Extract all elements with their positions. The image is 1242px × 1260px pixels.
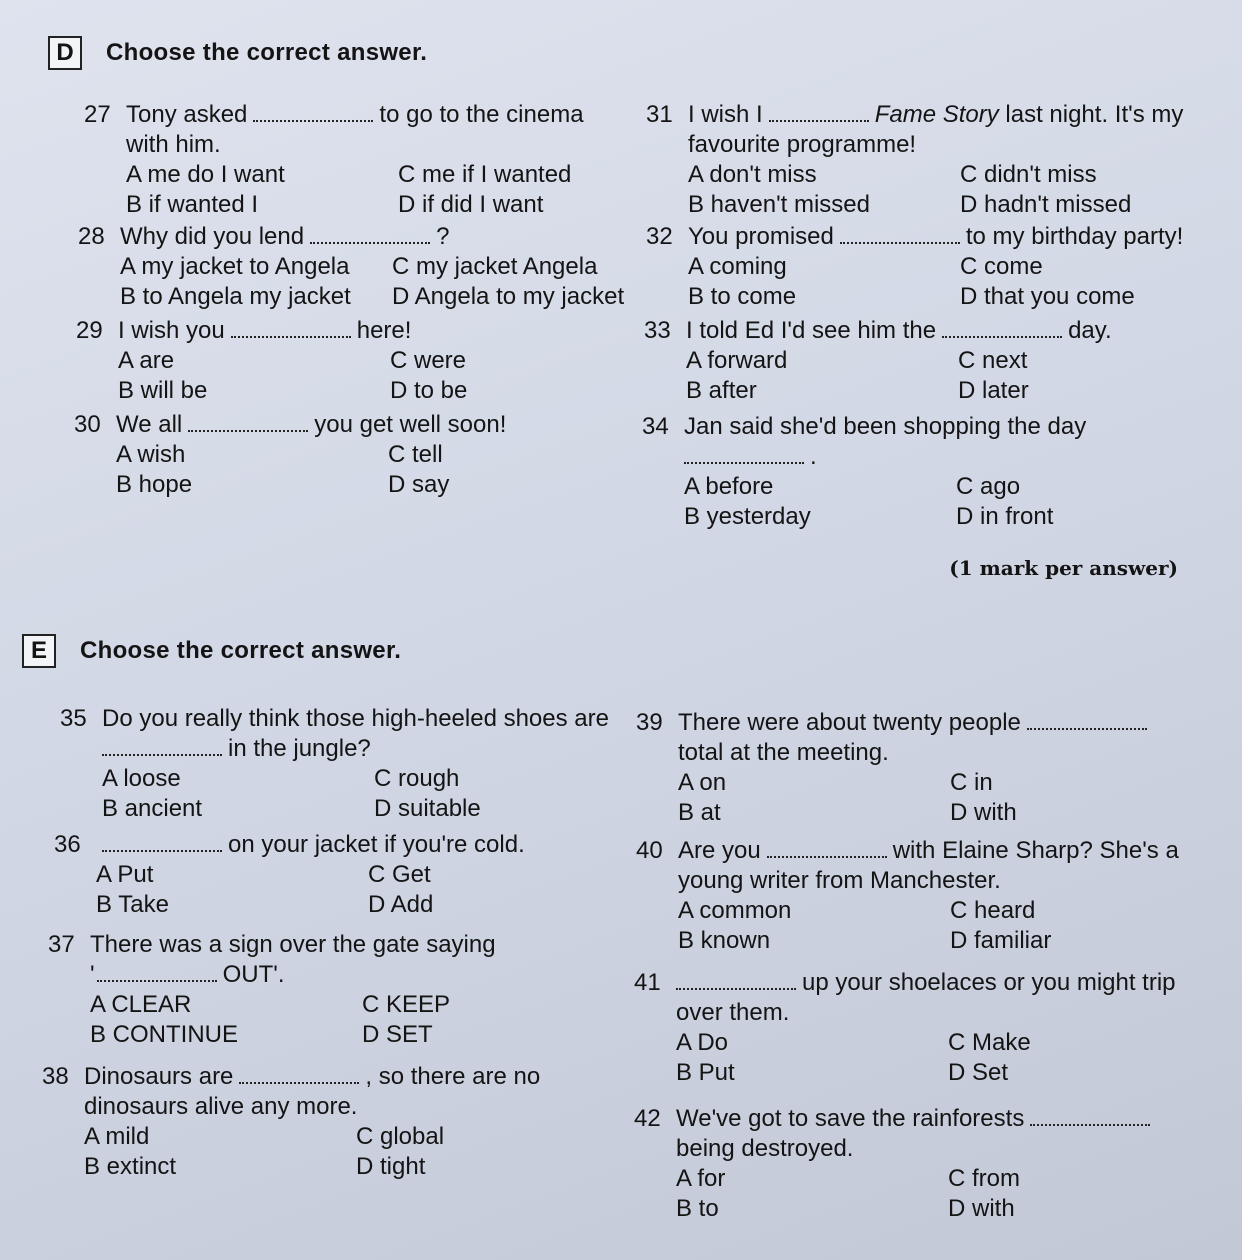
question-text: up your shoelaces or you might trip [802,969,1176,996]
question-39 [636,708,1196,828]
option-a[interactable]: A for [676,1165,726,1192]
option-d[interactable]: D Set [948,1059,1009,1086]
question-text: young writer from Manchester. [678,867,1001,894]
question-35 [60,704,620,824]
question-text: total at the meeting. [678,739,889,766]
option-c[interactable]: C rough [374,765,460,792]
option-b[interactable]: B at [678,799,721,826]
question-number: 31 [646,101,673,128]
question-text: There was a sign over the gate saying [90,931,496,958]
question-text: dinosaurs alive any more. [84,1093,358,1120]
question-text: Why did you lend [120,223,305,250]
question-number: 41 [634,969,661,996]
option-a[interactable]: A Do [676,1029,729,1056]
option-b[interactable]: B Take [96,891,169,918]
option-c[interactable]: C global [356,1123,445,1150]
answer-blank[interactable] [684,444,804,464]
option-c[interactable]: C KEEP [362,991,451,1018]
option-a[interactable]: A my jacket to Angela [120,253,350,280]
option-a[interactable]: A coming [688,253,787,280]
answer-options [636,768,1196,828]
option-a[interactable]: A me do I want [126,161,285,188]
answer-options [646,252,1206,312]
option-b[interactable]: B to Angela my jacket [120,283,351,310]
option-c[interactable]: C me if I wanted [398,161,572,188]
option-d[interactable]: D later [958,377,1029,404]
answer-options [84,160,644,220]
question-number: 32 [646,223,673,250]
answer-options [644,346,1204,406]
question-number: 40 [636,837,663,864]
question-text: over them. [676,999,790,1026]
question-text: I wish I [688,101,763,128]
section-d-header [48,36,427,70]
option-c[interactable]: C Get [368,861,431,888]
question-number: 36 [54,831,81,858]
quote-mark: ' [90,961,95,988]
option-d[interactable]: D in front [956,503,1054,530]
answer-blank[interactable] [840,224,960,244]
question-text: , so there are no [365,1063,541,1090]
answer-blank[interactable] [1030,1106,1150,1126]
option-a[interactable]: A forward [686,347,788,374]
question-text: You promised [688,223,834,250]
option-d[interactable]: D say [388,471,450,498]
question-number: 33 [644,317,671,344]
option-c[interactable]: C didn't miss [960,161,1097,188]
answer-options [74,440,634,500]
option-c[interactable]: C from [948,1165,1020,1192]
question-text: OUT'. [222,961,285,988]
option-d[interactable]: D Add [368,891,434,918]
section-letter: E [22,634,56,668]
option-b[interactable]: B known [678,927,771,954]
question-text: with him. [126,131,221,158]
answer-blank[interactable] [676,970,796,990]
answer-blank[interactable] [188,412,308,432]
option-a[interactable]: A before [684,473,774,500]
question-text: here! [356,317,412,344]
question-text: We've got to save the rainforests [676,1105,1025,1132]
question-number: 35 [60,705,87,732]
question-41 [634,968,1194,1088]
option-b[interactable]: B will be [118,377,208,404]
answer-options [646,160,1206,220]
question-text: Tony asked [126,101,248,128]
option-c[interactable]: C heard [950,897,1036,924]
option-d[interactable]: D that you come [960,283,1135,310]
option-c[interactable]: C next [958,347,1028,374]
question-number: 28 [78,223,105,250]
answer-blank[interactable] [102,832,222,852]
question-42 [634,1104,1194,1224]
question-36 [54,830,614,920]
question-text: favourite programme! [688,131,917,158]
answer-blank[interactable] [769,102,869,122]
option-d[interactable]: D SET [362,1021,433,1048]
option-b[interactable]: B to [676,1195,719,1222]
answer-options [48,990,608,1050]
option-a[interactable]: A common [678,897,792,924]
option-a[interactable]: A Put [96,861,154,888]
question-text: with Elaine Sharp? She's a [892,837,1179,864]
option-a[interactable]: A loose [102,765,181,792]
option-c[interactable]: C were [390,347,467,374]
question-number: 42 [634,1105,661,1132]
option-b[interactable]: B yesterday [684,503,811,530]
option-a[interactable]: A are [118,347,175,374]
answer-options [76,346,636,406]
option-b[interactable]: B after [686,377,757,404]
question-33 [644,316,1204,406]
question-30 [74,410,634,500]
question-40 [636,836,1196,956]
option-b[interactable]: B Put [676,1059,735,1086]
option-d[interactable]: D Angela to my jacket [392,283,625,310]
question-text: I wish you [118,317,225,344]
question-number: 30 [74,411,101,438]
question-text: to my birthday party! [965,223,1184,250]
answer-blank[interactable] [310,224,430,244]
question-number: 39 [636,709,663,736]
option-a[interactable]: A mild [84,1123,150,1150]
option-d[interactable]: D with [948,1195,1015,1222]
answer-options [54,860,614,920]
question-text: day. [1068,317,1112,344]
question-32 [646,222,1206,312]
question-text: on your jacket if you're cold. [228,831,525,858]
question-number: 37 [48,931,75,958]
answer-options [60,764,620,824]
section-title: Choose the correct answer. [106,39,428,66]
question-text: Are you [678,837,761,864]
question-text: Do you really think those high-heeled shoes are [102,705,609,732]
answer-blank[interactable] [942,318,1062,338]
option-b[interactable]: B haven't missed [688,191,871,218]
question-text: . [810,443,817,470]
option-b[interactable]: B hope [116,471,193,498]
option-d[interactable]: D hadn't missed [960,191,1132,218]
option-a[interactable]: A CLEAR [90,991,192,1018]
question-text: in the jungle? [228,735,371,762]
question-number: 27 [84,101,111,128]
answer-options [634,1028,1194,1088]
question-28 [78,222,638,312]
option-d[interactable]: D tight [356,1153,426,1180]
answer-blank[interactable] [239,1064,359,1084]
question-text: We all [116,411,183,438]
option-d[interactable]: D with [950,799,1017,826]
question-text: last night. It's my [1005,101,1184,128]
answer-blank[interactable] [97,962,217,982]
option-c[interactable]: C my jacket Angela [392,253,598,280]
answer-options [636,896,1196,956]
question-text: I told Ed I'd see him the [686,317,937,344]
question-text: being destroyed. [676,1135,854,1162]
section-letter: D [48,36,82,70]
option-b[interactable]: B ancient [102,795,203,822]
question-number: 34 [642,413,669,440]
answer-blank[interactable] [102,736,222,756]
option-c[interactable]: C come [960,253,1043,280]
option-a[interactable]: A don't miss [688,161,817,188]
option-b[interactable]: B to come [688,283,797,310]
answer-options [78,252,638,312]
question-number: 38 [42,1063,69,1090]
answer-blank[interactable] [767,838,887,858]
option-c[interactable]: C Make [948,1029,1031,1056]
answer-options [642,472,1202,532]
question-text: ? [436,223,450,250]
question-38 [42,1062,602,1182]
answer-options [634,1164,1194,1224]
option-d[interactable]: D to be [390,377,468,404]
option-d[interactable]: D familiar [950,927,1052,954]
question-37 [48,930,608,1050]
option-a[interactable]: A wish [116,441,186,468]
question-27 [84,100,644,220]
answer-blank[interactable] [253,102,373,122]
answer-options [42,1122,602,1182]
option-b[interactable]: B extinct [84,1153,177,1180]
programme-title: Fame Story [874,101,999,128]
option-b[interactable]: B if wanted I [126,191,259,218]
question-34 [642,412,1202,532]
option-d[interactable]: D if did I want [398,191,544,218]
section-e-header [22,634,401,668]
option-b[interactable]: B CONTINUE [90,1021,239,1048]
section-title: Choose the correct answer. [80,637,402,664]
question-text: There were about twenty people [678,709,1021,736]
question-text: Jan said she'd been shopping the day [684,413,1087,440]
answer-blank[interactable] [1027,710,1147,730]
question-number: 29 [76,317,103,344]
option-a[interactable]: A on [678,769,727,796]
question-text: Dinosaurs are [84,1063,234,1090]
option-c[interactable]: C in [950,769,993,796]
question-text: you get well soon! [314,411,507,438]
option-d[interactable]: D suitable [374,795,481,822]
option-c[interactable]: C tell [388,441,443,468]
option-c[interactable]: C ago [956,473,1021,500]
mark-note: (1 mark per answer) [949,556,1178,580]
question-text: to go to the cinema [379,101,584,128]
question-29 [76,316,636,406]
question-31 [646,100,1206,220]
answer-blank[interactable] [231,318,351,338]
